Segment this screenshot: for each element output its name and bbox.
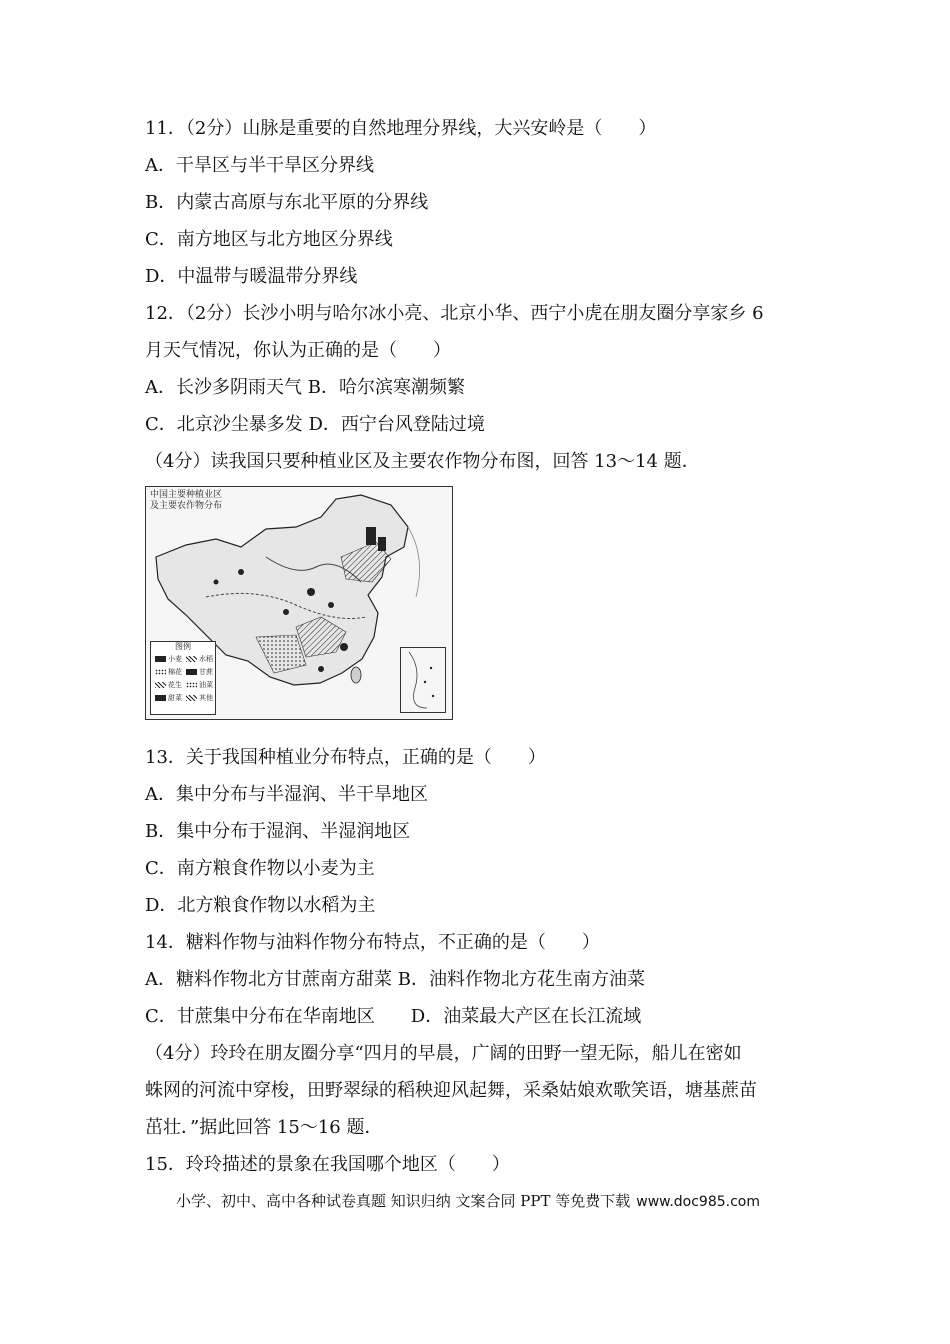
q15-stem: 15．玲玲描述的景象在我国哪个地区（ ） [145,1154,510,1175]
q14-options-ab: A．糖料作物北方甘蔗南方甜菜 B．油料作物北方花生南方油菜 [145,969,645,990]
legend-swatch [155,669,166,675]
map-title [150,490,222,512]
legend-label: 甜菜 [168,694,182,702]
legend-label: 花生 [168,681,182,689]
legend-swatch [155,695,166,701]
q11-stem: 11．（2分）山脉是重要的自然地理分界线，大兴安岭是（ ） [145,118,657,139]
legend-item [155,667,182,677]
legend-label: 水稻 [199,655,213,663]
legend-item [155,693,182,703]
q11-option-c: C．南方地区与北方地区分界线 [145,229,393,250]
legend-item [186,654,213,664]
q13-14-intro: （4分）读我国只要种植业区及主要农作物分布图，回答 13～14 题． [145,451,700,472]
legend-swatch [186,656,197,662]
q13-option-a: A．集中分布与半湿润、半干旱地区 [145,784,428,805]
q13-option-b: B．集中分布于湿润、半湿润地区 [145,821,411,842]
legend-item [155,654,182,664]
legend-title: 图例 [175,642,191,651]
legend-label: 甘蔗 [199,668,213,676]
legend-item [186,693,213,703]
q13-option-d: D．北方粮食作物以水稻为主 [145,895,376,916]
q11-option-b: B．内蒙古高原与东北平原的分界线 [145,192,429,213]
footer-site-link[interactable]: www.doc985.com [636,1194,761,1210]
q15-16-intro-line1: （4分）玲玲在朋友圈分享“四月的早晨，广阔的田野一望无际，船儿在密如 [145,1043,742,1064]
legend-swatch [155,656,166,662]
legend-swatch [155,682,166,688]
legend-label: 棉花 [168,668,182,676]
china-crop-map [145,486,453,720]
map-title-line2: 及主要农作物分布 [150,501,223,511]
q14-stem: 14．糖料作物与油料作物分布特点，不正确的是（ ） [145,932,600,953]
q13-stem: 13．关于我国种植业分布特点，正确的是（ ） [145,747,546,768]
q11-option-d: D．中温带与暖温带分界线 [145,266,358,287]
q12-options-cd: C．北京沙尘暴多发 D．西宁台风登陆过境 [145,414,485,435]
legend-item [155,680,182,690]
south-china-sea-inset [400,647,446,713]
inset-drawing [401,648,445,712]
q12-stem-line1: 12．（2分）长沙小明与哈尔冰小亮、北京小华、西宁小虎在朋友圈分享家乡 6 [145,303,764,324]
legend-swatch [186,669,197,675]
q11-option-a: A．干旱区与半干旱区分界线 [145,155,374,176]
legend-item [186,667,213,677]
q15-16-intro-line3: 茁壮．”据此回答 15～16 题． [145,1117,383,1138]
q12-options-ab: A．长沙多阴雨天气 B．哈尔滨寒潮频繁 [145,377,465,398]
legend-label: 小麦 [168,655,182,663]
map-legend [150,641,216,715]
legend-label: 其他 [199,694,213,702]
legend-item [186,680,213,690]
q13-option-c: C．南方粮食作物以小麦为主 [145,858,375,879]
map-title-line1: 中国主要种植业区 [150,490,223,500]
q12-stem-line2: 月天气情况，你认为正确的是（ ） [145,340,451,361]
legend-swatch [186,695,197,701]
q14-options-cd: C．甘蔗集中分布在华南地区 D．油菜最大产区在长江流域 [145,1006,642,1027]
q15-16-intro-line2: 蛛网的河流中穿梭，田野翠绿的稻秧迎风起舞，采桑姑娘欢歌笑语，塘基蔗苗 [145,1080,757,1101]
footer-text: 小学、初中、高中各种试卷真题 知识归纳 文案合同 PPT 等免费下载 [176,1192,631,1210]
legend-swatch [186,682,197,688]
legend-label: 油菜 [199,681,213,689]
page-footer [176,1191,760,1212]
